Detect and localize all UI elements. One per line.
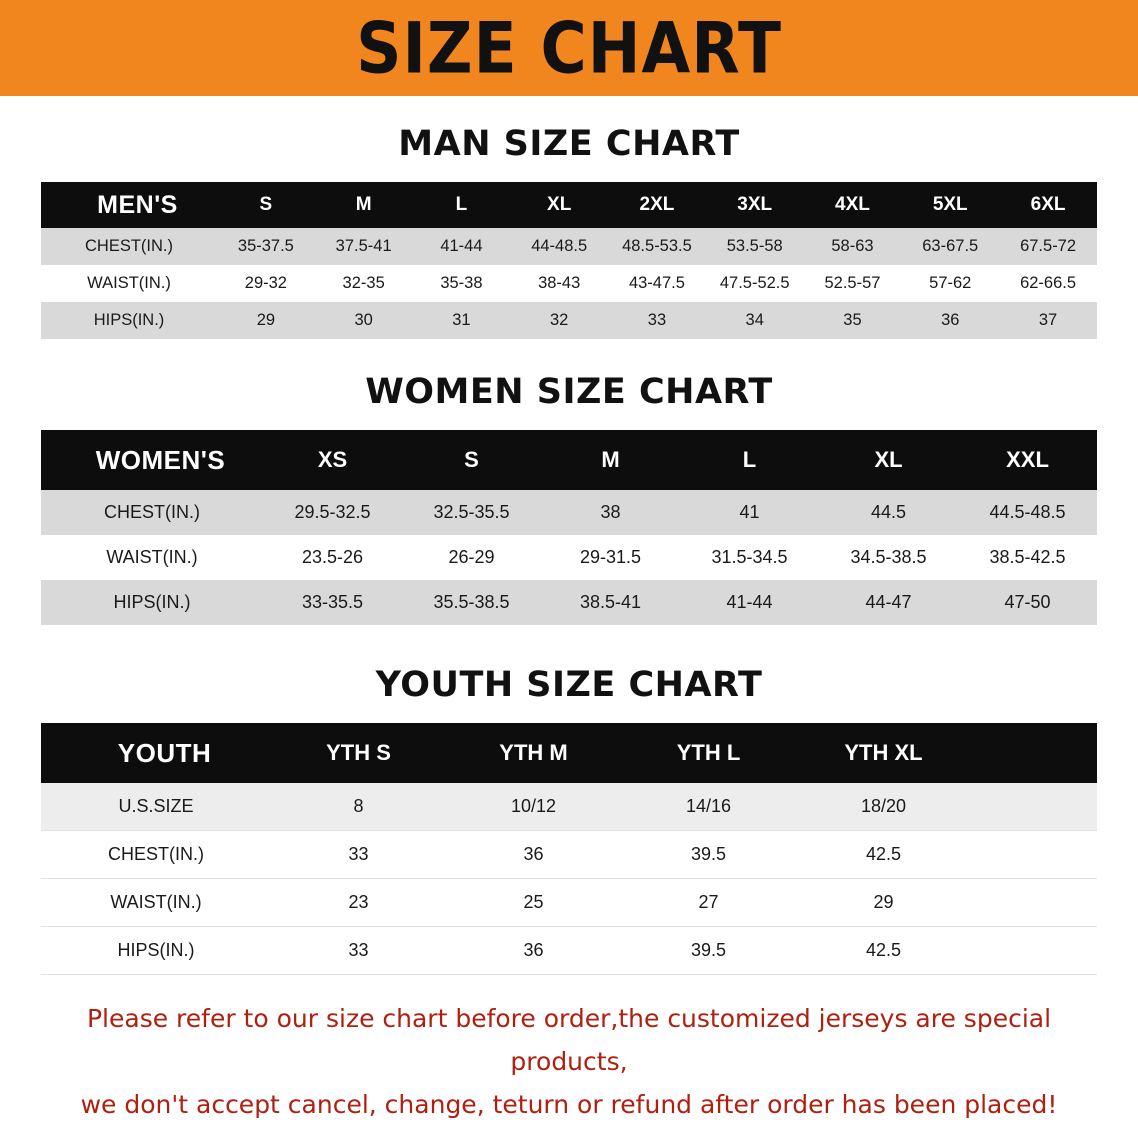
disclaimer-line-2: we don't accept cancel, change, teturn or refund after order has been placed! [80, 1090, 1058, 1119]
women-row-1-cell-4: 34.5-38.5 [819, 535, 958, 580]
youth-row-0-cell-2: 14/16 [621, 783, 796, 831]
man-col-7: 5XL [901, 182, 999, 228]
man-row-2-cell-5: 34 [706, 302, 804, 339]
youth-row-2-cell-3: 29 [796, 879, 971, 927]
man-row-0-cell-7: 63-67.5 [901, 228, 999, 265]
women-row-0-cell-5: 44.5-48.5 [958, 490, 1097, 535]
man-col-8: 6XL [999, 182, 1097, 228]
man-row-1-cell-0: 29-32 [217, 265, 315, 302]
women-row-1-cell-5: 38.5-42.5 [958, 535, 1097, 580]
women-row-0-cell-4: 44.5 [819, 490, 958, 535]
man-col-4: 2XL [608, 182, 706, 228]
women-col-0: XS [263, 430, 402, 490]
women-row-2-cell-1: 35.5-38.5 [402, 580, 541, 625]
youth-col-0: YTH S [271, 723, 446, 783]
man-col-2: L [413, 182, 511, 228]
women-row-0-cell-0: 29.5-32.5 [263, 490, 402, 535]
man-col-5: 3XL [706, 182, 804, 228]
women-section-title: WOMEN SIZE CHART [365, 372, 773, 412]
youth-row-0-spacer [971, 783, 1097, 831]
youth-section-title: YOUTH SIZE CHART [375, 665, 763, 705]
table-row [41, 265, 1097, 302]
table-row [41, 879, 1097, 927]
man-row-1-cell-2: 35-38 [413, 265, 511, 302]
man-col-6: 4XL [804, 182, 902, 228]
women-row-2-cell-2: 38.5-41 [541, 580, 680, 625]
man-row-2-cell-0: 29 [217, 302, 315, 339]
youth-row-2-cell-0: 23 [271, 879, 446, 927]
youth-row-3-cell-0: 33 [271, 927, 446, 975]
youth-row-3-cell-1: 36 [446, 927, 621, 975]
man-row-2-cell-8: 37 [999, 302, 1097, 339]
man-row-0-cell-1: 37.5-41 [315, 228, 413, 265]
man-row-2-cell-2: 31 [413, 302, 511, 339]
man-row-2-label: HIPS(IN.) [41, 302, 217, 339]
disclaimer-line-1: Please refer to our size chart before order,the customized jerseys are special products, [86, 1004, 1052, 1076]
table-row [41, 535, 1097, 580]
women-col-1: S [402, 430, 541, 490]
man-row-0-cell-0: 35-37.5 [217, 228, 315, 265]
man-row-0-cell-5: 53.5-58 [706, 228, 804, 265]
table-row [41, 302, 1097, 339]
youth-row-1-cell-3: 42.5 [796, 831, 971, 879]
youth-row-2-cell-2: 27 [621, 879, 796, 927]
women-col-3: L [680, 430, 819, 490]
table-header-row [41, 723, 1097, 783]
man-row-1-cell-4: 43-47.5 [608, 265, 706, 302]
table-row [41, 927, 1097, 975]
man-row-2-cell-1: 30 [315, 302, 413, 339]
women-row-1-cell-0: 23.5-26 [263, 535, 402, 580]
women-size-table [41, 430, 1097, 625]
man-col-3: XL [510, 182, 608, 228]
man-col-1: M [315, 182, 413, 228]
women-row-1-label: WAIST(IN.) [41, 535, 263, 580]
women-col-4: XL [819, 430, 958, 490]
disclaimer-note [39, 997, 1099, 1126]
table-row [41, 580, 1097, 625]
man-row-1-cell-7: 57-62 [901, 265, 999, 302]
man-header-label: MEN'S [41, 182, 217, 228]
man-row-0-label: CHEST(IN.) [41, 228, 217, 265]
women-col-2: M [541, 430, 680, 490]
man-size-table [41, 182, 1097, 339]
man-row-2-cell-4: 33 [608, 302, 706, 339]
youth-row-0-label: U.S.SIZE [41, 783, 271, 831]
women-row-2-label: HIPS(IN.) [41, 580, 263, 625]
youth-row-3-spacer [971, 927, 1097, 975]
women-header-label: WOMEN'S [41, 430, 263, 490]
youth-row-1-spacer [971, 831, 1097, 879]
man-row-1-cell-8: 62-66.5 [999, 265, 1097, 302]
women-row-1-cell-3: 31.5-34.5 [680, 535, 819, 580]
youth-size-table [41, 723, 1097, 975]
table-row [41, 783, 1097, 831]
man-row-1-cell-5: 47.5-52.5 [706, 265, 804, 302]
man-row-0-cell-2: 41-44 [413, 228, 511, 265]
youth-row-1-cell-1: 36 [446, 831, 621, 879]
man-col-0: S [217, 182, 315, 228]
youth-header-label: YOUTH [41, 723, 271, 783]
man-row-2-cell-3: 32 [510, 302, 608, 339]
man-row-1-label: WAIST(IN.) [41, 265, 217, 302]
women-row-0-label: CHEST(IN.) [41, 490, 263, 535]
youth-row-2-spacer [971, 879, 1097, 927]
women-row-2-cell-3: 41-44 [680, 580, 819, 625]
table-header-row [41, 430, 1097, 490]
women-row-1-cell-2: 29-31.5 [541, 535, 680, 580]
man-table-wrapper [41, 182, 1097, 339]
women-table-wrapper [41, 430, 1097, 625]
youth-row-2-label: WAIST(IN.) [41, 879, 271, 927]
banner [0, 0, 1138, 96]
youth-row-3-cell-2: 39.5 [621, 927, 796, 975]
youth-row-3-label: HIPS(IN.) [41, 927, 271, 975]
man-row-1-cell-1: 32-35 [315, 265, 413, 302]
youth-row-0-cell-0: 8 [271, 783, 446, 831]
youth-row-3-cell-3: 42.5 [796, 927, 971, 975]
women-row-1-cell-1: 26-29 [402, 535, 541, 580]
man-row-2-cell-7: 36 [901, 302, 999, 339]
man-row-0-cell-8: 67.5-72 [999, 228, 1097, 265]
man-row-2-cell-6: 35 [804, 302, 902, 339]
youth-row-2-cell-1: 25 [446, 879, 621, 927]
man-row-0-cell-4: 48.5-53.5 [608, 228, 706, 265]
youth-row-0-cell-1: 10/12 [446, 783, 621, 831]
women-row-0-cell-3: 41 [680, 490, 819, 535]
women-row-0-cell-1: 32.5-35.5 [402, 490, 541, 535]
man-section-title: MAN SIZE CHART [398, 124, 740, 164]
youth-col-2: YTH L [621, 723, 796, 783]
youth-table-wrapper [41, 723, 1097, 975]
youth-row-1-cell-0: 33 [271, 831, 446, 879]
table-row [41, 228, 1097, 265]
women-col-5: XXL [958, 430, 1097, 490]
man-row-1-cell-6: 52.5-57 [804, 265, 902, 302]
youth-row-1-label: CHEST(IN.) [41, 831, 271, 879]
page-title: SIZE CHART [356, 7, 782, 89]
man-row-0-cell-6: 58-63 [804, 228, 902, 265]
youth-col-spacer [971, 723, 1097, 783]
women-row-2-cell-0: 33-35.5 [263, 580, 402, 625]
youth-col-3: YTH XL [796, 723, 971, 783]
table-header-row [41, 182, 1097, 228]
women-row-2-cell-5: 47-50 [958, 580, 1097, 625]
table-row [41, 490, 1097, 535]
youth-row-0-cell-3: 18/20 [796, 783, 971, 831]
table-row [41, 831, 1097, 879]
youth-row-1-cell-2: 39.5 [621, 831, 796, 879]
women-row-0-cell-2: 38 [541, 490, 680, 535]
women-row-2-cell-4: 44-47 [819, 580, 958, 625]
man-row-1-cell-3: 38-43 [510, 265, 608, 302]
youth-col-1: YTH M [446, 723, 621, 783]
man-row-0-cell-3: 44-48.5 [510, 228, 608, 265]
